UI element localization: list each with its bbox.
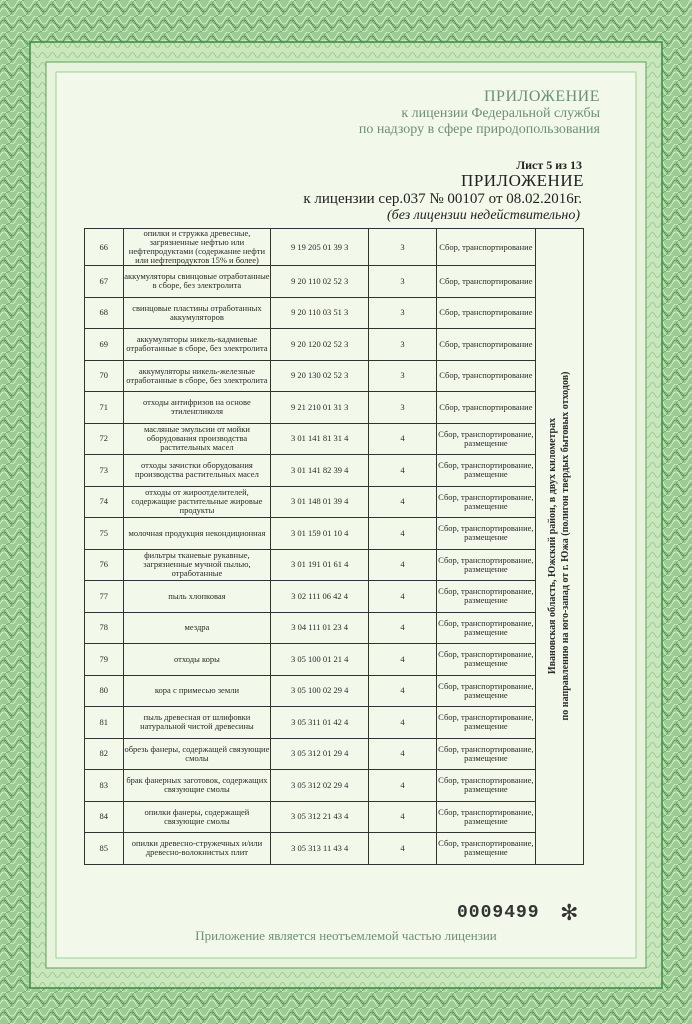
sheet-number: Лист 5 из 13 bbox=[516, 158, 582, 172]
location-text bbox=[546, 226, 572, 866]
row-number: 66 bbox=[85, 229, 124, 266]
fkko-code: 3 01 159 01 10 4 bbox=[271, 518, 369, 550]
row-number: 79 bbox=[85, 644, 124, 676]
serial-number: 0009499 bbox=[457, 903, 540, 923]
activity-type: Сбор, транспортирование, размещение bbox=[437, 801, 536, 833]
hazard-class: 4 bbox=[369, 675, 437, 707]
waste-name: аккумуляторы свинцовые отработанные в сборе, без электролита bbox=[123, 266, 271, 298]
waste-name: фильтры тканевые рукавные, загрязненные мучной пылью, отработанные bbox=[123, 549, 271, 581]
invalid-note: (без лицензии недействительно) bbox=[386, 208, 580, 223]
fkko-code: 3 05 312 01 29 4 bbox=[271, 738, 369, 770]
table-row bbox=[85, 392, 584, 424]
fkko-code: 3 05 312 02 29 4 bbox=[271, 770, 369, 802]
waste-name: отходы коры bbox=[123, 644, 271, 676]
hazard-class: 4 bbox=[369, 549, 437, 581]
row-number: 85 bbox=[85, 833, 124, 865]
waste-name: брак фанерных заготовок, содержащих связующие смолы bbox=[123, 770, 271, 802]
table-row bbox=[85, 455, 584, 487]
row-number: 74 bbox=[85, 486, 124, 518]
hazard-class: 3 bbox=[369, 392, 437, 424]
hazard-class: 4 bbox=[369, 644, 437, 676]
row-number: 77 bbox=[85, 581, 124, 613]
row-number: 75 bbox=[85, 518, 124, 550]
hazard-class: 4 bbox=[369, 581, 437, 613]
table-row bbox=[85, 518, 584, 550]
waste-name: молочная продукция некондиционная bbox=[123, 518, 271, 550]
table-row bbox=[85, 675, 584, 707]
waste-name: опилки древесно-стружечных и/или древесно-волокнистых плит bbox=[123, 833, 271, 865]
location-line1: Ивановская область, Южский район, в двух километрах bbox=[547, 418, 559, 675]
waste-name: аккумуляторы никель-кадмиевые отработанные в сборе, без электролита bbox=[123, 329, 271, 361]
fkko-code: 9 20 120 02 52 3 bbox=[271, 329, 369, 361]
activity-type: Сбор, транспортирование, размещение bbox=[437, 644, 536, 676]
waste-name: опилки и стружка древесные, загрязненные нефтью или нефтепродуктами (содержание нефти или нефтепродуктов 15% и более) bbox=[123, 229, 271, 266]
fkko-code: 9 20 110 02 52 3 bbox=[271, 266, 369, 298]
table-row bbox=[85, 266, 584, 298]
activity-type: Сбор, транспортирование, размещение bbox=[437, 455, 536, 487]
appendix-subtitle-line1: к лицензии Федеральной службы bbox=[401, 106, 600, 121]
activity-type: Сбор, транспортирование, размещение bbox=[437, 612, 536, 644]
fkko-code: 3 05 313 11 43 4 bbox=[271, 833, 369, 865]
waste-name: опилки фанеры, содержащей связующие смолы bbox=[123, 801, 271, 833]
table-row bbox=[85, 612, 584, 644]
hazard-class: 4 bbox=[369, 455, 437, 487]
activity-type: Сбор, транспортирование, размещение bbox=[437, 707, 536, 739]
activity-type: Сбор, транспортирование bbox=[437, 266, 536, 298]
hazard-class: 3 bbox=[369, 266, 437, 298]
row-number: 69 bbox=[85, 329, 124, 361]
row-number: 83 bbox=[85, 770, 124, 802]
table-row bbox=[85, 801, 584, 833]
row-number: 72 bbox=[85, 423, 124, 455]
fkko-code: 9 19 205 01 39 3 bbox=[271, 229, 369, 266]
activity-type: Сбор, транспортирование, размещение bbox=[437, 518, 536, 550]
hazard-class: 4 bbox=[369, 423, 437, 455]
hazard-class: 3 bbox=[369, 229, 437, 266]
table-row bbox=[85, 297, 584, 329]
waste-name: отходы зачистки оборудования производства растительных масел bbox=[123, 455, 271, 487]
hazard-class: 4 bbox=[369, 612, 437, 644]
row-number: 67 bbox=[85, 266, 124, 298]
fkko-code: 3 01 141 81 31 4 bbox=[271, 423, 369, 455]
fkko-code: 3 02 111 06 42 4 bbox=[271, 581, 369, 613]
hazard-class: 4 bbox=[369, 707, 437, 739]
hazard-class: 4 bbox=[369, 738, 437, 770]
hazard-class: 4 bbox=[369, 770, 437, 802]
row-number: 76 bbox=[85, 549, 124, 581]
star-mark: ✻ bbox=[560, 900, 579, 925]
waste-name: отходы от жироотделителей, содержащие растительные жировые продукты bbox=[123, 486, 271, 518]
hazard-class: 3 bbox=[369, 297, 437, 329]
row-number: 82 bbox=[85, 738, 124, 770]
row-number: 78 bbox=[85, 612, 124, 644]
appendix-subtitle-line2: по надзору в сфере природопользования bbox=[358, 122, 600, 137]
fkko-code: 9 20 130 02 52 3 bbox=[271, 360, 369, 392]
activity-type: Сбор, транспортирование, размещение bbox=[437, 581, 536, 613]
row-number: 73 bbox=[85, 455, 124, 487]
table-row bbox=[85, 423, 584, 455]
waste-name: пыль древесная от шлифовки натуральной чистой древесины bbox=[123, 707, 271, 739]
fkko-code: 3 04 111 01 23 4 bbox=[271, 612, 369, 644]
table-row bbox=[85, 644, 584, 676]
row-number: 81 bbox=[85, 707, 124, 739]
activity-type: Сбор, транспортирование bbox=[437, 392, 536, 424]
table-row bbox=[85, 549, 584, 581]
table-row bbox=[85, 329, 584, 361]
fkko-code: 3 01 148 01 39 4 bbox=[271, 486, 369, 518]
location-cell bbox=[535, 229, 583, 865]
activity-type: Сбор, транспортирование bbox=[437, 360, 536, 392]
table-row bbox=[85, 770, 584, 802]
license-reference: к лицензии сер.037 № 00107 от 08.02.2016г. bbox=[303, 191, 582, 207]
table-row bbox=[85, 833, 584, 865]
row-number: 71 bbox=[85, 392, 124, 424]
waste-name: свинцовые пластины отработанных аккумуляторов bbox=[123, 297, 271, 329]
hazard-class: 4 bbox=[369, 833, 437, 865]
fkko-code: 3 01 141 82 39 4 bbox=[271, 455, 369, 487]
activity-type: Сбор, транспортирование, размещение bbox=[437, 833, 536, 865]
fkko-code: 3 05 100 02 29 4 bbox=[271, 675, 369, 707]
appendix-heading: ПРИЛОЖЕНИЕ bbox=[461, 171, 584, 190]
activity-type: Сбор, транспортирование bbox=[437, 329, 536, 361]
activity-type: Сбор, транспортирование, размещение bbox=[437, 423, 536, 455]
table-row bbox=[85, 581, 584, 613]
fkko-code: 3 05 312 21 43 4 bbox=[271, 801, 369, 833]
waste-name: обрезь фанеры, содержащей связующие смолы bbox=[123, 738, 271, 770]
table-row bbox=[85, 486, 584, 518]
activity-type: Сбор, транспортирование bbox=[437, 229, 536, 266]
table-row bbox=[85, 360, 584, 392]
activity-type: Сбор, транспортирование, размещение bbox=[437, 770, 536, 802]
row-number: 68 bbox=[85, 297, 124, 329]
hazard-class: 4 bbox=[369, 486, 437, 518]
activity-type: Сбор, транспортирование, размещение bbox=[437, 675, 536, 707]
waste-name: мездра bbox=[123, 612, 271, 644]
activity-type: Сбор, транспортирование, размещение bbox=[437, 549, 536, 581]
waste-table bbox=[84, 228, 584, 865]
footer-note: Приложение является неотъемлемой частью лицензии bbox=[195, 928, 497, 943]
fkko-code: 3 01 191 01 61 4 bbox=[271, 549, 369, 581]
location-line2: по направлению на юго-запад от г. Южа (полигон твердых бытовых отходов) bbox=[560, 371, 572, 721]
activity-type: Сбор, транспортирование, размещение bbox=[437, 738, 536, 770]
waste-name: кора с примесью земли bbox=[123, 675, 271, 707]
hazard-class: 3 bbox=[369, 329, 437, 361]
table-row bbox=[85, 738, 584, 770]
fkko-code: 9 20 110 03 51 3 bbox=[271, 297, 369, 329]
fkko-code: 9 21 210 01 31 3 bbox=[271, 392, 369, 424]
fkko-code: 3 05 311 01 42 4 bbox=[271, 707, 369, 739]
hazard-class: 4 bbox=[369, 801, 437, 833]
waste-name: пыль хлопковая bbox=[123, 581, 271, 613]
waste-table-body bbox=[85, 229, 584, 865]
appendix-title: ПРИЛОЖЕНИЕ bbox=[483, 88, 600, 105]
table-row bbox=[85, 229, 584, 266]
hazard-class: 4 bbox=[369, 518, 437, 550]
fkko-code: 3 05 100 01 21 4 bbox=[271, 644, 369, 676]
waste-name: аккумуляторы никель-железные отработанные в сборе, без электролита bbox=[123, 360, 271, 392]
row-number: 84 bbox=[85, 801, 124, 833]
row-number: 80 bbox=[85, 675, 124, 707]
row-number: 70 bbox=[85, 360, 124, 392]
waste-name: масляные эмульсии от мойки оборудования производства растительных масел bbox=[123, 423, 271, 455]
activity-type: Сбор, транспортирование bbox=[437, 297, 536, 329]
table-row bbox=[85, 707, 584, 739]
hazard-class: 3 bbox=[369, 360, 437, 392]
activity-type: Сбор, транспортирование, размещение bbox=[437, 486, 536, 518]
waste-name: отходы антифризов на основе этиленгликоля bbox=[123, 392, 271, 424]
